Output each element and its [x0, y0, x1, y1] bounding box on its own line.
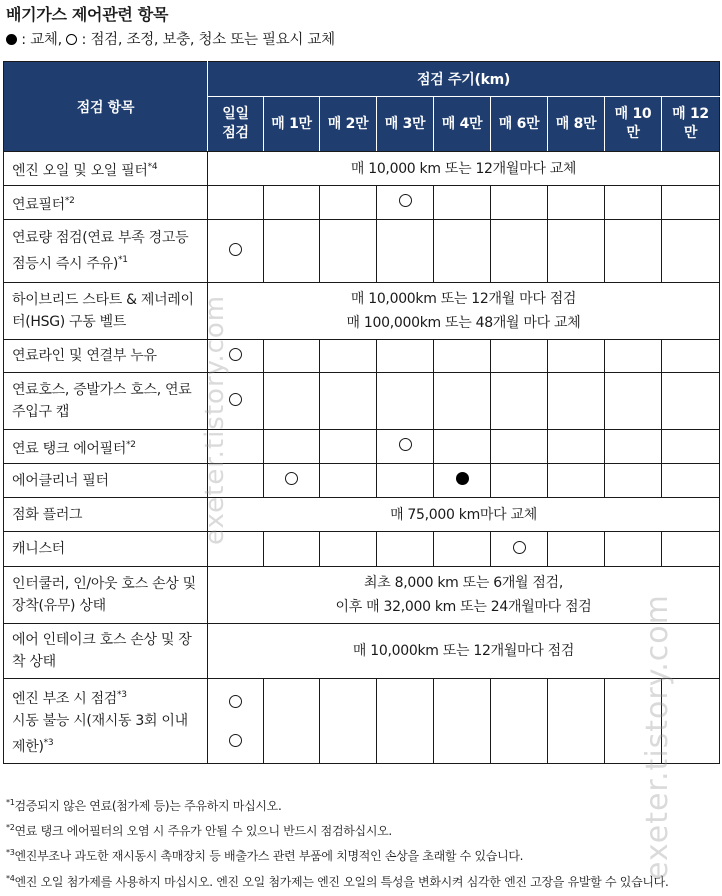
table-row	[4, 186, 720, 220]
interval-cell	[548, 430, 605, 464]
item-label	[4, 340, 208, 373]
item-label-text: 하이브리드 스타트 & 제너레이터(HSG) 구동 벨트	[12, 292, 194, 330]
interval-cell	[662, 340, 720, 373]
footnote-marker: *4	[6, 874, 15, 883]
interval-cell	[491, 340, 548, 373]
interval-title-header: 점검 주기(km)	[208, 62, 720, 97]
table-row	[4, 624, 720, 679]
interval-cell	[377, 186, 434, 220]
interval-cell	[377, 373, 434, 430]
interval-cell	[264, 430, 320, 464]
open-circle-icon	[229, 734, 242, 747]
footnote-marker: *1	[6, 798, 15, 807]
item-label	[4, 430, 208, 464]
interval-cell	[491, 430, 548, 464]
item-label-text: 연료호스, 증발가스 호스, 연료 주입구 캡	[12, 382, 192, 420]
item-label-text: 캐니스터	[12, 541, 65, 557]
footnote-ref: *3	[43, 738, 54, 748]
interval-cell	[377, 430, 434, 464]
interval-cell	[548, 464, 605, 498]
item-label-text: 엔진 오일 및 오일 필터	[12, 162, 148, 179]
item-label	[4, 679, 208, 764]
interval-header: 매 1만	[264, 97, 320, 152]
interval-cell	[208, 220, 264, 283]
footnote-marker: *2	[6, 823, 15, 832]
interval-cell	[377, 532, 434, 567]
interval-cell	[662, 532, 720, 567]
footnote-text: 엔진부조나 과도한 재시동시 촉매장치 등 배출가스 관련 부품에 치명적인 손상을 초래할 수 있습니다.	[14, 849, 524, 863]
legend	[6, 28, 335, 49]
footnote-ref: *3	[117, 690, 127, 700]
interval-cell	[548, 220, 605, 283]
table-row	[4, 373, 720, 430]
interval-header: 매 6만	[491, 97, 548, 152]
interval-cell	[320, 532, 377, 567]
interval-cell	[377, 679, 434, 764]
interval-cell	[320, 220, 377, 283]
interval-cell	[605, 430, 662, 464]
item-label-text: 연료 탱크 에어필터	[12, 440, 127, 457]
item-label	[4, 220, 208, 283]
interval-instruction: 최초 8,000 km 또는 6개월 점검, 이후 매 32,000 km 또는 24개월마다 점검	[208, 567, 720, 624]
interval-instruction: 매 10,000 km 또는 12개월마다 교체	[208, 152, 720, 186]
footnote-ref: *2	[64, 195, 75, 206]
interval-cell	[662, 464, 720, 498]
footnote-ref: *2	[126, 439, 136, 450]
interval-cell	[548, 186, 605, 220]
table-row	[4, 220, 720, 283]
table-row	[4, 498, 720, 532]
open-circle-icon	[229, 695, 242, 708]
interval-cell	[434, 464, 491, 498]
interval-cell	[434, 340, 491, 373]
interval-cell	[320, 430, 377, 464]
interval-cell	[605, 532, 662, 567]
interval-cell	[491, 220, 548, 283]
interval-cell	[434, 186, 491, 220]
item-label	[4, 373, 208, 430]
interval-cell	[434, 679, 491, 764]
watermark-right: exeter.tistory.com	[640, 594, 675, 880]
interval-cell	[264, 464, 320, 498]
legend-inspect-text: : 점검, 조정, 보충, 청소 또는 필요시 교체	[77, 32, 335, 48]
item-label-text: 에어클리너 필터	[12, 472, 109, 489]
item-label-line: 시동 불능 시(재시동 3회 이내 제한)	[12, 713, 188, 755]
interval-cell	[320, 186, 377, 220]
interval-cell	[434, 532, 491, 567]
interval-cell	[605, 340, 662, 373]
interval-instruction: 매 75,000 km마다 교체	[208, 498, 720, 532]
item-label	[4, 152, 208, 186]
footnote-text: 연료 탱크 에어필터의 오염 시 주유가 안될 수 있으니 반드시 점검하십시오.	[14, 824, 392, 838]
footnote	[6, 792, 718, 817]
interval-cell	[605, 220, 662, 283]
interval-header: 매 10 만	[605, 97, 662, 152]
interval-cell	[662, 373, 720, 430]
item-label-text: 에어 인테이크 호스 손상 및 장착 상태	[12, 632, 192, 670]
table-row	[4, 430, 720, 464]
interval-cell	[434, 373, 491, 430]
interval-instruction: 매 10,000km 또는 12개월마다 점검	[208, 624, 720, 679]
item-label-text: 연료량 점검(연료 부족 경고등 점등시 즉시 주유)	[12, 230, 189, 272]
table-row	[4, 532, 720, 567]
item-column-header: 점검 항목	[4, 62, 208, 152]
open-circle-icon	[513, 541, 526, 554]
interval-cell	[605, 464, 662, 498]
interval-cell	[377, 340, 434, 373]
interval-cell	[208, 186, 264, 220]
table-row	[4, 340, 720, 373]
item-label-text: 인터쿨러, 인/아웃 호스 손상 및 장착(유무) 상태	[12, 576, 196, 614]
table-row	[4, 283, 720, 340]
interval-cell	[491, 464, 548, 498]
interval-header: 매 3만	[377, 97, 434, 152]
interval-cell	[491, 679, 548, 764]
interval-cell	[434, 220, 491, 283]
interval-cell	[264, 340, 320, 373]
open-circle-icon	[229, 243, 242, 256]
interval-cell	[548, 373, 605, 430]
interval-cell	[320, 373, 377, 430]
interval-cell	[548, 679, 605, 764]
item-label	[4, 186, 208, 220]
interval-cell	[662, 220, 720, 283]
item-label-text: 연료필터	[12, 196, 65, 213]
filled-circle-icon	[6, 34, 17, 45]
footnotes	[6, 792, 718, 890]
open-circle-icon	[66, 34, 77, 45]
open-circle-icon	[229, 393, 242, 406]
interval-cell	[377, 464, 434, 498]
item-label	[4, 567, 208, 624]
table-row	[4, 567, 720, 624]
interval-header: 매 12 만	[662, 97, 720, 152]
interval-cell	[264, 220, 320, 283]
open-circle-icon	[285, 472, 298, 485]
interval-cell	[320, 340, 377, 373]
interval-cell	[264, 679, 320, 764]
interval-cell	[208, 679, 264, 764]
interval-header: 매 2만	[320, 97, 377, 152]
item-label	[4, 283, 208, 340]
legend-replace-text: : 교체,	[17, 32, 67, 48]
page-title: 배기가스 제어관련 항목	[6, 5, 169, 24]
table-row	[4, 679, 720, 764]
item-label	[4, 624, 208, 679]
interval-cell	[548, 532, 605, 567]
item-label	[4, 464, 208, 498]
interval-cell	[377, 220, 434, 283]
interval-cell	[491, 186, 548, 220]
footnote-ref: *4	[147, 161, 158, 172]
interval-instruction: 매 10,000km 또는 12개월 마다 점검 매 100,000km 또는 48개월 마다 교체	[208, 283, 720, 340]
interval-cell	[264, 532, 320, 567]
interval-cell	[605, 186, 662, 220]
maintenance-table	[3, 61, 720, 764]
table-row	[4, 464, 720, 498]
interval-header: 매 4만	[434, 97, 491, 152]
interval-cell	[662, 430, 720, 464]
footnote	[6, 817, 718, 842]
footnote-ref: *1	[118, 255, 128, 265]
item-label-line: 엔진 부조 시 점검	[12, 691, 118, 707]
open-circle-icon	[399, 438, 412, 451]
open-circle-icon	[399, 194, 412, 207]
footnote-text: 검증되지 않은 연료(첨가제 등)는 주유하지 마십시오.	[14, 799, 282, 813]
interval-header: 매 8만	[548, 97, 605, 152]
item-label-text: 연료라인 및 연결부 누유	[12, 348, 157, 364]
table-row	[4, 152, 720, 186]
footnote-marker: *3	[6, 848, 15, 857]
interval-cell	[320, 679, 377, 764]
interval-cell	[491, 532, 548, 567]
interval-cell	[662, 186, 720, 220]
interval-cell	[605, 373, 662, 430]
footnote	[6, 842, 718, 867]
filled-circle-icon	[456, 472, 469, 485]
interval-cell	[491, 373, 548, 430]
item-label	[4, 498, 208, 532]
interval-header: 일일 점검	[208, 97, 264, 152]
footnote-text: 엔진 오일 첨가제를 사용하지 마십시오. 엔진 오일 첨가제는 엔진 오일의 특성을 변화시켜 심각한 엔진 고장을 유발할 수 있습니다.	[14, 875, 669, 889]
interval-cell	[320, 464, 377, 498]
interval-cell	[434, 430, 491, 464]
watermark-left: exeter.tistory.com	[200, 294, 230, 545]
interval-cell	[264, 373, 320, 430]
interval-cell	[548, 340, 605, 373]
footnote	[6, 871, 718, 890]
item-label-text: 점화 플러그	[12, 506, 83, 523]
interval-cell	[264, 186, 320, 220]
item-label	[4, 532, 208, 567]
open-circle-icon	[229, 348, 242, 361]
